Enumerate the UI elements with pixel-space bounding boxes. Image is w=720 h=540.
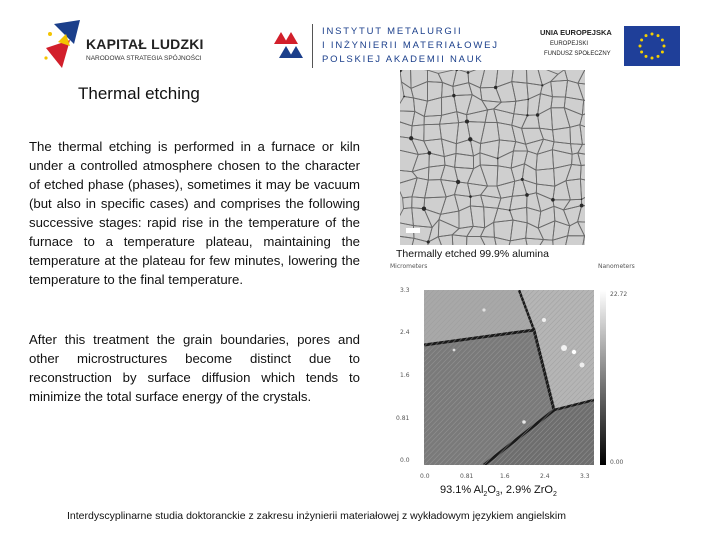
page-title: Thermal etching [78,84,200,103]
afm-y-tick: 0.81 [396,415,410,422]
imim-line1: INSTYTUT METALURGII [322,26,463,37]
afm-y-tick: 3.3 [400,287,410,294]
imim-line2: I INŻYNIERII MATERIAŁOWEJ [322,40,499,51]
afm-x-tick: 3.3 [580,473,590,480]
caption-part: O [487,484,496,496]
afm-y-tick: 1.6 [400,372,410,379]
imim-emblem-icon [272,28,306,62]
afm-x-tick: 2.4 [540,473,550,480]
footer-text: Interdyscyplinarne studia doktoranckie z zakresu inżynierii materiałowej z wykładowym językiem angielskim [67,510,566,522]
afm-x-tick: 0.0 [420,473,430,480]
afm-y-unit: Micrometers [390,263,428,270]
caption-part: , 2.9% ZrO [499,484,553,496]
scale-bar [406,228,420,233]
kapital-ludzki-subtitle: NARODOWA STRATEGIA SPÓJNOŚCI [86,55,202,62]
afm-x-tick: 0.81 [460,473,474,480]
afm-z-min: 0.00 [610,459,624,466]
caption-subscript: 2 [483,491,488,499]
eu-fund-line1: EUROPEJSKI [550,41,589,47]
afm-x-tick: 1.6 [500,473,510,480]
eu-logo [536,22,682,70]
imim-pan-logo [268,24,508,70]
eu-name: UNIA EUROPEJSKA [540,28,612,37]
afm-y-tick: 0.0 [400,457,410,464]
caption-subscript: 2 [552,491,557,499]
afm-z-max: 22.72 [610,291,628,298]
figure2-caption [440,484,557,498]
figure1-caption: Thermally etched 99.9% alumina [396,248,549,260]
caption-subscript: 3 [495,491,500,499]
afm-image [424,290,594,465]
kapital-ludzki-emblem-icon [40,18,86,74]
afm-colorbar [600,290,606,465]
paragraph-thermal-etching-process: The thermal etching is performed in a furnace or kiln under a controlled atmosphere chosen to the character of etched phase (phases), sometimes it may be vacuum (but also in specific cases) and comprises the following successive stages: rapid rise in the temperature of the furnace to a temperature plateau, maintaining the temperature at the plateau for few minutes, lowering the temperature to the final temperature. [29,139,360,287]
alumina-micrograph-image [400,70,585,245]
eu-fund-line2: FUNDUSZ SPOŁECZNY [544,51,611,57]
kapital-ludzki-logo [40,18,210,76]
caption-part: 93.1% Al [440,484,484,496]
eu-flag-icon [624,26,680,66]
paragraph-after-treatment: After this treatment the grain boundaries, pores and other microstructures become distinct due to reconstruction by surface diffusion which tends to minimize the total surface energy of the crystals. [29,332,360,404]
afm-y-tick: 2.4 [400,329,410,336]
kapital-ludzki-name: KAPITAŁ LUDZKI [86,36,204,52]
imim-line3: POLSKIEJ AKADEMII NAUK [322,54,484,65]
logo-divider [312,24,313,68]
afm-z-unit: Nanometers [598,263,635,270]
